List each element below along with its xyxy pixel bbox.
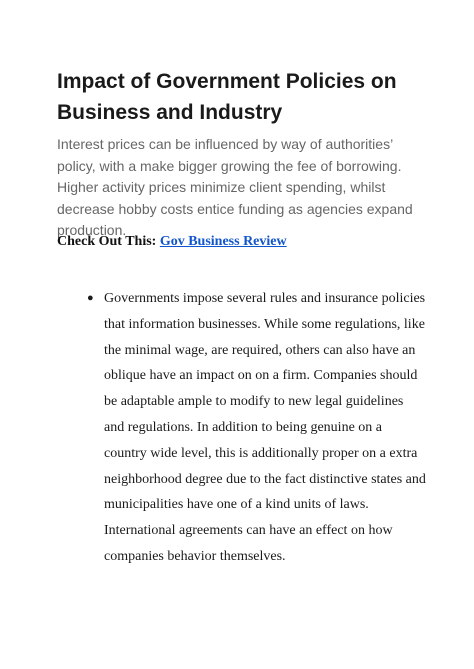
gov-business-review-link[interactable]: Gov Business Review [159, 234, 287, 249]
bullet-icon: ● [87, 292, 94, 304]
intro-paragraph: Interest prices can be influenced by way of authorities’ policy, with a make bigger growing the fee of borrowing. Higher activity prices minimize client spending, whilst decrease hobby costs entice funding as agencies expand production. [57, 136, 413, 238]
check-out-line [57, 232, 437, 252]
bullet-text: Governments impose several rules and insurance policies that information businesses. While some regulations, like the minimal wage, are required, others can also have an oblique have an impact on on a firm. Companies should be adaptable ample to modify to new legal guidelines and regulations. In addition to being genuine on a country wide level, this is additionally proper on a extra neighborhood degree due to the fact distinctive states and municipalities have one of a kind units of laws. International agreements can have an effect on how companies behavior themselves. [104, 291, 426, 564]
list-item [87, 286, 427, 570]
bullet-list [87, 286, 427, 570]
check-out-label: Check Out This: [57, 234, 157, 249]
page-title: Impact of Government Policies on Business and Industry [57, 70, 397, 124]
